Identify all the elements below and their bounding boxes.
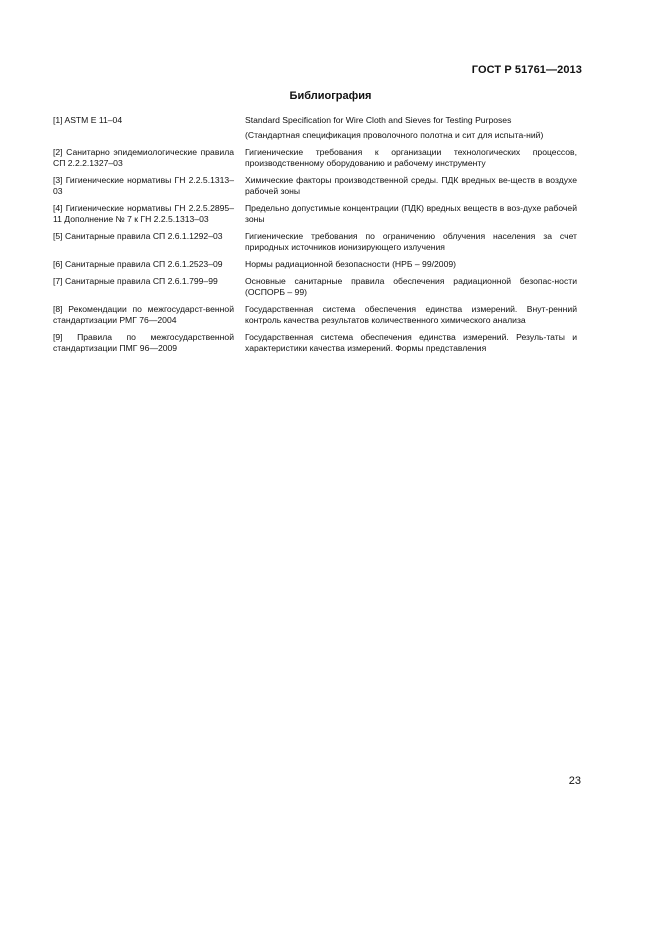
entry-description: Гигиенические требования по ограничению облучения населения за счет природных источников ионизирующего излучения (245, 231, 577, 252)
entry-reference: [9] Правила по межгосударственной стандартизации ПМГ 96—2009 (53, 332, 234, 353)
entry-title: Standard Specification for Wire Cloth and Sieves for Testing Purposes (245, 115, 512, 125)
bibliography-entry (53, 115, 577, 141)
entry-translation: (Стандартная спецификация проволочного полотна и сит для испыта-ний) (245, 130, 544, 140)
entry-reference: [7] Санитарные правила СП 2.6.1.799–99 (53, 276, 218, 286)
bibliography-entry (53, 147, 577, 169)
entry-description: Государственная система обеспечения единства измерений. Внут-ренний контроль качества результатов количественного химического анализа (245, 304, 577, 325)
bibliography-entry (53, 259, 577, 270)
entry-reference: [3] Гигиенические нормативы ГН 2.2.5.1313–03 (53, 175, 234, 196)
entry-description (245, 115, 577, 141)
entry-reference: [1] ASTM E 11–04 (53, 115, 123, 125)
entry-description: Гигиенические требования к организации технологических процессов, производственному оборудованию и рабочему инструменту (245, 147, 577, 168)
page-number: 23 (568, 775, 581, 787)
bibliography-entry (53, 332, 577, 354)
bibliography-list (53, 115, 577, 360)
entry-description: Нормы радиационной безопасности (НРБ – 99/2009) (245, 259, 456, 269)
bibliography-entry (53, 231, 577, 253)
bibliography-entry (53, 304, 577, 326)
entry-reference: [5] Санитарные правила СП 2.6.1.1292–03 (53, 231, 223, 241)
bibliography-entry (53, 276, 577, 298)
entry-reference: [6] Санитарные правила СП 2.6.1.2523–09 (53, 259, 223, 269)
document-code: ГОСТ Р 51761—2013 (471, 64, 582, 76)
entry-reference: [4] Гигиенические нормативы ГН 2.2.5.2895–11 Дополнение № 7 к ГН 2.2.5.1313–03 (53, 203, 234, 224)
entry-description: Государственная система обеспечения единства измерений. Резуль-таты и характеристики качества измерений. Формы представления (245, 332, 577, 353)
entry-description: Основные санитарные правила обеспечения радиационной безопас-ности (ОСПОРБ – 99) (245, 276, 577, 297)
entry-description: Предельно допустимые концентрации (ПДК) вредных веществ в воз-духе рабочей зоны (245, 203, 577, 224)
bibliography-entry (53, 175, 577, 197)
entry-reference: [8] Рекомендации по межгосударст-венной стандартизации РМГ 76—2004 (53, 304, 234, 325)
entry-reference: [2] Санитарно эпидемиологические правила СП 2.2.2.1327–03 (53, 147, 234, 168)
entry-description: Химические факторы производственной среды. ПДК вредных ве-ществ в воздухе рабочей зоны (245, 175, 577, 196)
bibliography-entry (53, 203, 577, 225)
section-title: Библиография (289, 90, 372, 102)
